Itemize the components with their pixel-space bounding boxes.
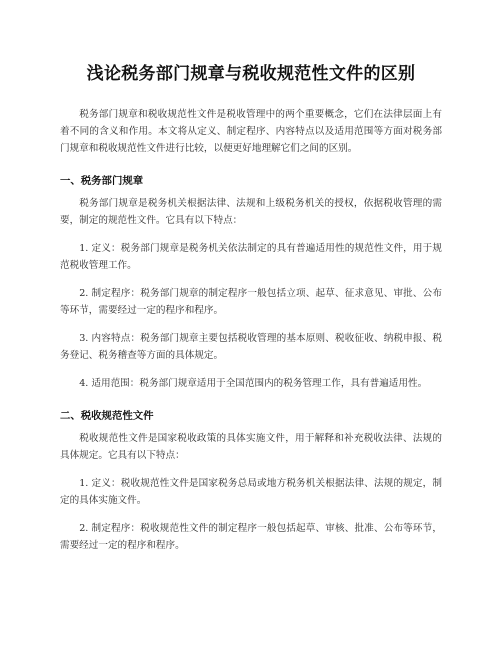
section-heading: 一、税务部门规章 [60,175,144,187]
list-item: 4. 适用范围：税务部门规章适用于全国范围内的税务管理工作，具有普遍适用性。 [79,378,428,389]
intro-paragraph: 税务部门规章和税收规范性文件是税收管理中的两个重要概念，它们在法律层面上有着不同的含义和作用。本文将从定义、制定程序、内容特点以及适用范围等方面对税务部门规章和税收规范性文件进行比较，以便更好地理解它们之间的区别。 [60,109,442,154]
section-intro: 税收规范性文件是国家税收政策的具体实施文件，用于解释和补充税收法律、法规的具体规定。它具有以下特点： [60,433,442,461]
list-item: 1. 定义：税收规范性文件是国家税务总局或地方税务机关根据法律、法规的规定，制定的具体实施文件。 [60,478,442,506]
list-item: 3. 内容特点：税务部门规章主要包括税收管理的基本原则、税收征收、纳税申报、税务登记、税务稽查等方面的具体规定。 [60,333,442,361]
document-title: 浅论税务部门规章与税收规范性文件的区别 [86,64,416,84]
section-regulations [60,173,442,392]
list-item: 2. 制定程序：税收规范性文件的制定程序一般包括起草、审核、批准、公布等环节，需要经过一定的程序和程序。 [60,523,442,551]
section-intro: 税务部门规章是税务机关根据法律、法规和上级税务机关的授权，依据税收管理的需要，制定的规范性文件。它具有以下特点： [60,198,442,226]
list-item: 2. 制定程序：税务部门规章的制定程序一般包括立项、起草、征求意见、审批、公布等环节，需要经过一定的程序和程序。 [60,288,442,316]
section-normative-documents [60,408,442,554]
list-item: 1. 定义：税务部门规章是税务机关依法制定的具有普遍适用性的规范性文件，用于规范税收管理工作。 [60,243,442,271]
section-heading: 二、税收规范性文件 [60,410,154,422]
